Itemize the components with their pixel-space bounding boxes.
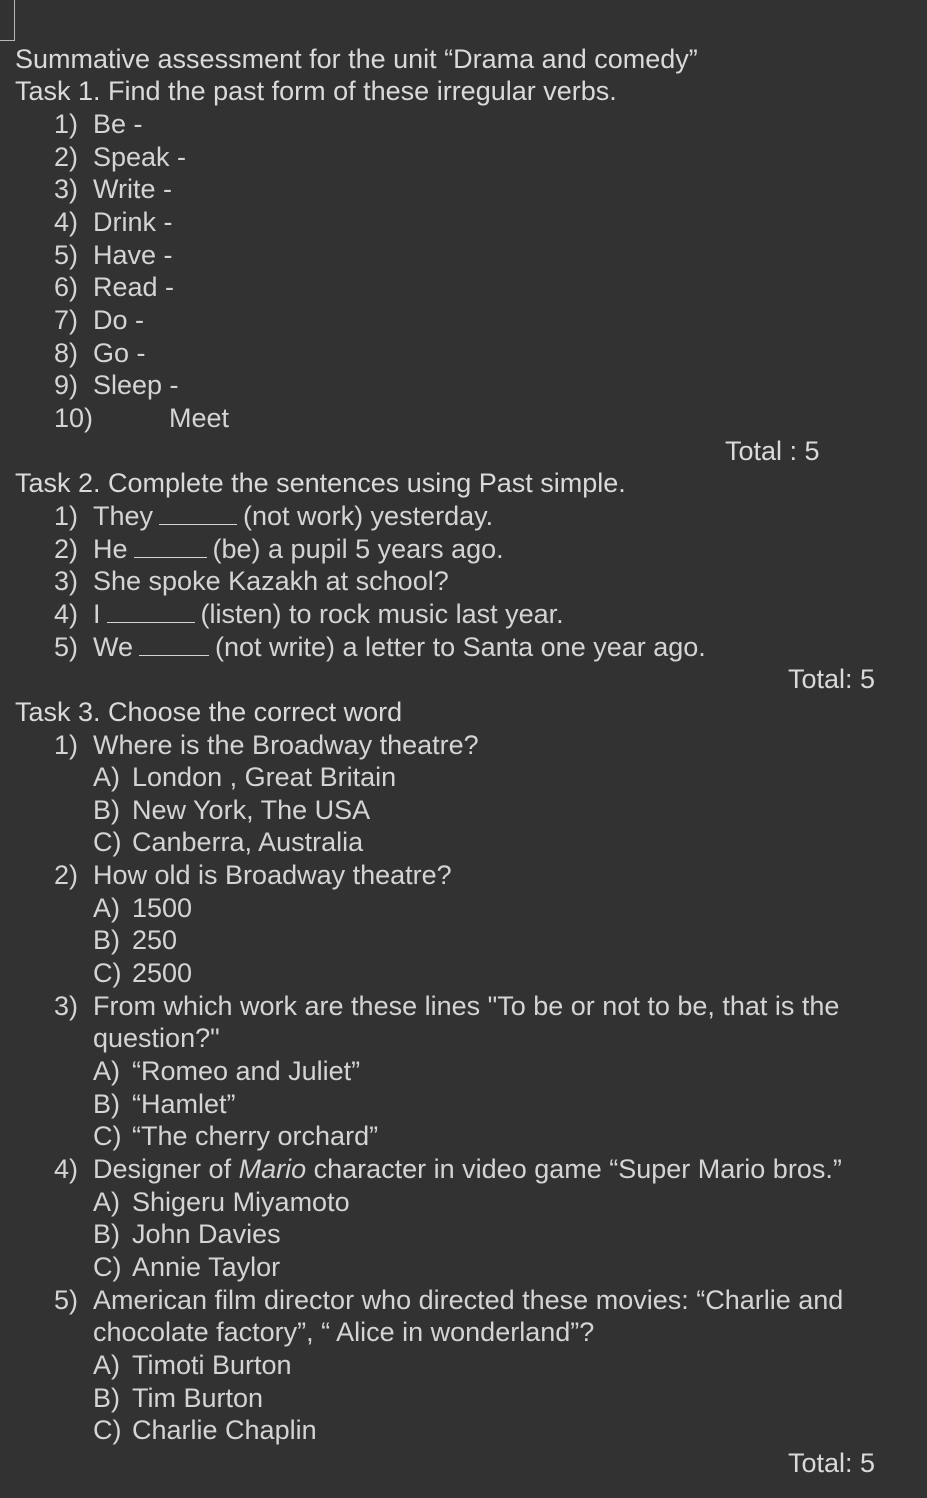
answer-blank[interactable] <box>134 535 207 558</box>
question-2-option-a-text: 1500 <box>132 893 193 923</box>
task3-heading: Task 3. Choose the correct word <box>15 697 403 727</box>
question-3-option-a-text: “Romeo and Juliet” <box>132 1056 361 1086</box>
question-5-option-b-letter: B) <box>93 1383 120 1413</box>
question-5-text-line-2: chocolate factory”, “ Alice in wonderland”? <box>93 1317 595 1347</box>
task1-item-8-number: 8) <box>54 338 79 368</box>
task1-item-10-number: 10) <box>54 403 94 433</box>
question-5-option-a-text: Timoti Burton <box>132 1350 292 1380</box>
task1-item-2-text: Speak - <box>93 142 187 172</box>
task2-heading: Task 2. Complete the sentences using Past simple. <box>15 468 626 498</box>
task1-item-5-text: Have - <box>93 240 173 270</box>
task2-item-5-number: 5) <box>54 632 79 662</box>
question-1-option-a-letter: A) <box>93 762 120 792</box>
task1-item-3-number: 3) <box>54 174 79 204</box>
question-4-text-italic: Mario <box>238 1154 307 1184</box>
task2-total: Total: 5 <box>788 664 876 694</box>
task1-item-4-number: 4) <box>54 207 79 237</box>
question-5-option-c-text: Charlie Chaplin <box>132 1415 317 1445</box>
answer-blank[interactable] <box>159 502 237 525</box>
task2-item-1-number: 1) <box>54 501 79 531</box>
question-1-option-c-text: Canberra, Australia <box>132 827 364 857</box>
question-4-option-b-text: John Davies <box>132 1219 281 1249</box>
task2-item-3-number: 3) <box>54 566 79 596</box>
question-3-option-b-letter: B) <box>93 1089 120 1119</box>
question-2-text: How old is Broadway theatre? <box>93 860 452 890</box>
question-1-option-c-letter: C) <box>93 827 122 857</box>
task1-item-9-text: Sleep - <box>93 370 179 400</box>
task2-item-1-before: They <box>93 501 154 531</box>
question-4-option-c-letter: C) <box>93 1252 122 1282</box>
question-1-number: 1) <box>54 730 79 760</box>
task2-item-4-before: I <box>93 599 101 629</box>
page-corner-mark <box>0 0 15 41</box>
question-5-option-c-letter: C) <box>93 1415 122 1445</box>
question-4-text <box>93 1153 842 1186</box>
question-2-option-c-text: 2500 <box>132 958 193 988</box>
question-3-number: 3) <box>54 991 79 1021</box>
task1-item-7-number: 7) <box>54 305 79 335</box>
task2-item-2-before: He <box>93 534 128 564</box>
question-1-option-a-text: London , Great Britain <box>132 762 397 792</box>
question-1-text: Where is the Broadway theatre? <box>93 730 479 760</box>
task1-total: Total : 5 <box>725 436 820 466</box>
task1-item-9-number: 9) <box>54 370 79 400</box>
question-3-text-line-2: question?" <box>93 1023 220 1053</box>
question-4-option-a-text: Shigeru Miyamoto <box>132 1187 350 1217</box>
question-4-number: 4) <box>54 1154 79 1184</box>
task1-item-5-number: 5) <box>54 240 79 270</box>
task3-total: Total: 5 <box>788 1448 876 1478</box>
question-2-number: 2) <box>54 860 79 890</box>
question-5-option-b-text: Tim Burton <box>132 1383 264 1413</box>
question-4-option-b-letter: B) <box>93 1219 120 1249</box>
task2-item-4-after: (listen) to rock music last year. <box>200 599 564 629</box>
task2-item-5-before: We <box>93 632 134 662</box>
question-4-text-pre: Designer of <box>93 1154 239 1184</box>
task1-item-8-text: Go - <box>93 338 146 368</box>
answer-blank[interactable] <box>107 600 195 623</box>
task1-item-3-text: Write - <box>93 174 172 204</box>
task2-item-2-text <box>93 533 504 566</box>
question-3-option-c-text: “The cherry orchard” <box>132 1121 379 1151</box>
question-3-option-a-letter: A) <box>93 1056 120 1086</box>
question-2-option-b-letter: B) <box>93 925 120 955</box>
task2-item-3-text: She spoke Kazakh at school? <box>93 566 449 596</box>
task2-item-1-text <box>93 500 493 533</box>
question-2-option-b-text: 250 <box>132 925 178 955</box>
task1-heading: Task 1. Find the past form of these irregular verbs. <box>15 76 617 106</box>
question-1-option-b-letter: B) <box>93 795 120 825</box>
answer-blank[interactable] <box>139 633 209 656</box>
question-2-option-a-letter: A) <box>93 893 120 923</box>
question-5-text-line-1: American film director who directed these movies: “Charlie and <box>93 1285 844 1315</box>
question-4-option-a-letter: A) <box>93 1187 120 1217</box>
task1-item-1-text: Be - <box>93 109 143 139</box>
question-2-option-c-letter: C) <box>93 958 122 988</box>
task1-item-1-number: 1) <box>54 109 79 139</box>
task2-item-2-number: 2) <box>54 534 79 564</box>
task1-item-6-number: 6) <box>54 272 79 302</box>
task1-item-6-text: Read - <box>93 272 175 302</box>
task2-item-4-number: 4) <box>54 599 79 629</box>
question-1-option-b-text: New York, The USA <box>132 795 371 825</box>
task2-item-1-after: (not work) yesterday. <box>243 501 494 531</box>
question-4-option-c-text: Annie Taylor <box>132 1252 281 1282</box>
question-3-option-b-text: “Hamlet” <box>132 1089 236 1119</box>
task2-item-5-text <box>93 631 706 664</box>
task2-item-4-text <box>93 598 564 631</box>
task2-item-2-after: (be) a pupil 5 years ago. <box>212 534 504 564</box>
question-5-number: 5) <box>54 1285 79 1315</box>
task1-item-4-text: Drink - <box>93 207 173 237</box>
question-5-option-a-letter: A) <box>93 1350 120 1380</box>
question-4-text-post: character in video game “Super Mario bros.” <box>306 1154 842 1184</box>
task1-item-2-number: 2) <box>54 142 79 172</box>
question-3-option-c-letter: C) <box>93 1121 122 1151</box>
task2-item-5-after: (not write) a letter to Santa one year ago. <box>215 632 706 662</box>
question-3-text-line-1: From which work are these lines "To be or not to be, that is the <box>93 991 840 1021</box>
document-title: Summative assessment for the unit “Drama and comedy” <box>15 44 698 74</box>
task1-item-10-text: Meet <box>169 403 230 433</box>
task1-item-7-text: Do - <box>93 305 145 335</box>
